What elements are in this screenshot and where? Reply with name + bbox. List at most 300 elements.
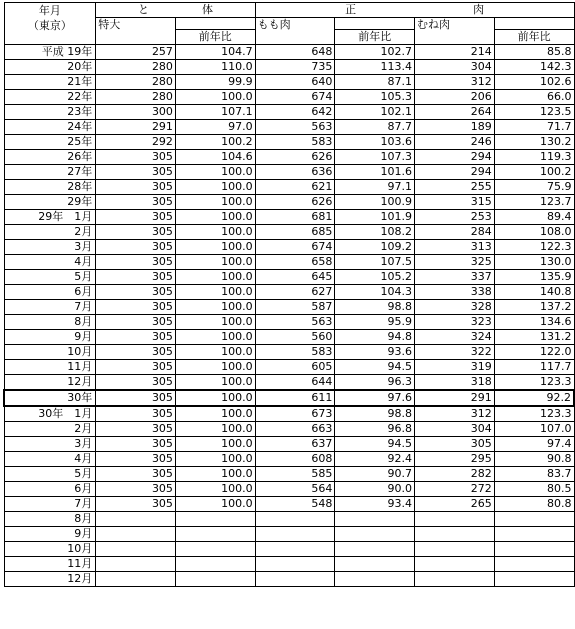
- cell-mune-price: 255: [415, 180, 495, 195]
- cell-momo-ratio: 90.0: [335, 482, 415, 497]
- row-label: 21年: [4, 75, 96, 90]
- row-label: 5月: [4, 467, 96, 482]
- cell-momo-ratio: 103.6: [335, 135, 415, 150]
- cell-momo-ratio: 102.7: [335, 45, 415, 60]
- row-label: 29年: [4, 195, 96, 210]
- cell-tokutai-ratio: 100.0: [175, 225, 255, 240]
- row-label: 10月: [4, 345, 96, 360]
- cell-tokutai-ratio: 100.0: [175, 375, 255, 391]
- cell-mune-ratio: 135.9: [494, 270, 574, 285]
- row-label: 3月: [4, 437, 96, 452]
- cell-tokutai-price: 305: [96, 240, 176, 255]
- cell-tokutai-price: [96, 572, 176, 587]
- cell-tokutai-price: 280: [96, 60, 176, 75]
- table-row: [4, 572, 574, 587]
- group-header-shoniku: [255, 3, 574, 18]
- cell-tokutai-ratio: [175, 572, 255, 587]
- cell-mune-ratio: 140.8: [494, 285, 574, 300]
- cell-mune-price: 312: [415, 406, 495, 422]
- cell-tokutai-price: 305: [96, 422, 176, 437]
- row-label: 30年 1月: [4, 406, 96, 422]
- col-header-mune: むね肉: [415, 18, 495, 45]
- cell-momo-price: 681: [255, 210, 335, 225]
- row-label: 20年: [4, 60, 96, 75]
- table-body: [4, 45, 574, 587]
- table-row: [4, 437, 574, 452]
- cell-momo-price: 648: [255, 45, 335, 60]
- group-header-tokutai-char2: 体: [201, 3, 213, 16]
- cell-tokutai-ratio: 107.1: [175, 105, 255, 120]
- cell-mune-ratio: 123.3: [494, 375, 574, 391]
- cell-momo-ratio: 94.5: [335, 437, 415, 452]
- table-row: [4, 542, 574, 557]
- header-row-groups: [4, 3, 574, 18]
- table-row: [4, 195, 574, 210]
- cell-mune-price: 313: [415, 240, 495, 255]
- cell-momo-price: 585: [255, 467, 335, 482]
- cell-mune-price: 206: [415, 90, 495, 105]
- row-label: 26年: [4, 150, 96, 165]
- cell-tokutai-price: 305: [96, 452, 176, 467]
- row-label: 9月: [4, 527, 96, 542]
- cell-mune-ratio: 123.7: [494, 195, 574, 210]
- cell-mune-price: 265: [415, 497, 495, 512]
- cell-mune-ratio: 97.4: [494, 437, 574, 452]
- row-label: 22年: [4, 90, 96, 105]
- cell-tokutai-price: 305: [96, 150, 176, 165]
- cell-momo-ratio: 93.4: [335, 497, 415, 512]
- cell-mune-ratio: 92.2: [494, 390, 574, 406]
- cell-momo-ratio: 94.8: [335, 330, 415, 345]
- cell-momo-price: 735: [255, 60, 335, 75]
- cell-tokutai-price: [96, 557, 176, 572]
- cell-momo-price: 644: [255, 375, 335, 391]
- cell-momo-price: 611: [255, 390, 335, 406]
- cell-momo-ratio: [335, 512, 415, 527]
- cell-momo-price: [255, 557, 335, 572]
- table-row: [4, 330, 574, 345]
- cell-mune-price: 295: [415, 452, 495, 467]
- group-header-tokutai: [96, 3, 255, 18]
- cell-tokutai-ratio: 100.2: [175, 135, 255, 150]
- cell-mune-ratio: [494, 527, 574, 542]
- cell-tokutai-ratio: 100.0: [175, 195, 255, 210]
- cell-mune-ratio: 100.2: [494, 165, 574, 180]
- cell-mune-ratio: 80.5: [494, 482, 574, 497]
- cell-momo-price: 605: [255, 360, 335, 375]
- cell-mune-price: 253: [415, 210, 495, 225]
- cell-momo-price: 674: [255, 240, 335, 255]
- cell-mune-price: [415, 542, 495, 557]
- cell-momo-price: 663: [255, 422, 335, 437]
- cell-momo-ratio: 101.9: [335, 210, 415, 225]
- cell-mune-price: 214: [415, 45, 495, 60]
- cell-tokutai-price: 305: [96, 360, 176, 375]
- row-label: 12月: [4, 375, 96, 391]
- table-row: [4, 285, 574, 300]
- col-header-mune-ratio-top: [494, 18, 574, 30]
- cell-tokutai-price: 305: [96, 300, 176, 315]
- cell-momo-ratio: 101.6: [335, 165, 415, 180]
- table-row: [4, 45, 574, 60]
- cell-momo-ratio: 95.9: [335, 315, 415, 330]
- cell-momo-ratio: 104.3: [335, 285, 415, 300]
- cell-tokutai-ratio: 100.0: [175, 467, 255, 482]
- table-row: [4, 210, 574, 225]
- cell-momo-price: 626: [255, 195, 335, 210]
- cell-momo-ratio: 108.2: [335, 225, 415, 240]
- cell-tokutai-price: 305: [96, 345, 176, 360]
- cell-tokutai-price: [96, 512, 176, 527]
- cell-momo-price: 636: [255, 165, 335, 180]
- cell-mune-ratio: 142.3: [494, 60, 574, 75]
- row-label: 27年: [4, 165, 96, 180]
- cell-mune-price: 291: [415, 390, 495, 406]
- cell-mune-ratio: 71.7: [494, 120, 574, 135]
- cell-momo-price: [255, 542, 335, 557]
- cell-mune-ratio: 83.7: [494, 467, 574, 482]
- cell-momo-price: 564: [255, 482, 335, 497]
- cell-mune-ratio: 119.3: [494, 150, 574, 165]
- cell-momo-price: 627: [255, 285, 335, 300]
- corner-header: [4, 3, 96, 45]
- cell-mune-price: 282: [415, 467, 495, 482]
- cell-tokutai-price: 291: [96, 120, 176, 135]
- group-header-shoniku-char1: 正: [345, 3, 357, 16]
- table-row: [4, 75, 574, 90]
- cell-momo-price: 685: [255, 225, 335, 240]
- cell-momo-price: [255, 572, 335, 587]
- col-header-tokutai-ratio: 前年比: [175, 30, 255, 45]
- cell-tokutai-ratio: 100.0: [175, 90, 255, 105]
- cell-tokutai-price: 305: [96, 497, 176, 512]
- cell-mune-price: 272: [415, 482, 495, 497]
- cell-mune-price: 284: [415, 225, 495, 240]
- cell-mune-ratio: 102.6: [494, 75, 574, 90]
- col-header-momo-ratio-top: [335, 18, 415, 30]
- cell-mune-ratio: 80.8: [494, 497, 574, 512]
- table-row: [4, 300, 574, 315]
- table-row: [4, 90, 574, 105]
- cell-mune-ratio: [494, 542, 574, 557]
- cell-mune-price: [415, 557, 495, 572]
- row-label: 4月: [4, 452, 96, 467]
- cell-momo-price: 583: [255, 345, 335, 360]
- cell-mune-price: 325: [415, 255, 495, 270]
- table-row: [4, 512, 574, 527]
- cell-mune-price: 305: [415, 437, 495, 452]
- cell-momo-price: 637: [255, 437, 335, 452]
- cell-mune-ratio: 137.2: [494, 300, 574, 315]
- table-row: [4, 497, 574, 512]
- cell-tokutai-price: 305: [96, 180, 176, 195]
- cell-mune-ratio: 122.0: [494, 345, 574, 360]
- table-row: [4, 255, 574, 270]
- cell-mune-ratio: [494, 557, 574, 572]
- table-row: [4, 422, 574, 437]
- row-label: 12月: [4, 572, 96, 587]
- cell-momo-ratio: 97.1: [335, 180, 415, 195]
- cell-tokutai-price: 257: [96, 45, 176, 60]
- row-label: 25年: [4, 135, 96, 150]
- cell-tokutai-ratio: 100.0: [175, 285, 255, 300]
- cell-momo-price: 563: [255, 120, 335, 135]
- price-table-container: [3, 2, 575, 587]
- cell-tokutai-price: 305: [96, 285, 176, 300]
- cell-tokutai-ratio: 100.0: [175, 270, 255, 285]
- cell-tokutai-ratio: 104.6: [175, 150, 255, 165]
- cell-mune-ratio: 90.8: [494, 452, 574, 467]
- cell-tokutai-price: 280: [96, 75, 176, 90]
- cell-mune-ratio: 123.3: [494, 406, 574, 422]
- cell-tokutai-ratio: 100.0: [175, 255, 255, 270]
- row-label: 23年: [4, 105, 96, 120]
- row-label: 2月: [4, 225, 96, 240]
- row-label: 9月: [4, 330, 96, 345]
- group-header-shoniku-char2: 肉: [473, 3, 485, 16]
- cell-mune-price: 324: [415, 330, 495, 345]
- cell-mune-price: 246: [415, 135, 495, 150]
- cell-mune-ratio: 130.2: [494, 135, 574, 150]
- row-label: 7月: [4, 497, 96, 512]
- col-header-mune-ratio: 前年比: [494, 30, 574, 45]
- cell-mune-ratio: 107.0: [494, 422, 574, 437]
- cell-mune-price: 319: [415, 360, 495, 375]
- cell-tokutai-price: 305: [96, 467, 176, 482]
- cell-momo-price: 548: [255, 497, 335, 512]
- cell-momo-ratio: [335, 527, 415, 542]
- cell-tokutai-ratio: 100.0: [175, 390, 255, 406]
- col-header-tokutai: 特大: [96, 18, 176, 45]
- cell-momo-ratio: 87.1: [335, 75, 415, 90]
- cell-momo-ratio: 107.5: [335, 255, 415, 270]
- cell-tokutai-ratio: 100.0: [175, 165, 255, 180]
- row-label: 8月: [4, 315, 96, 330]
- table-row: [4, 390, 574, 406]
- table-row: [4, 150, 574, 165]
- cell-momo-price: 626: [255, 150, 335, 165]
- cell-tokutai-ratio: 110.0: [175, 60, 255, 75]
- cell-tokutai-price: 292: [96, 135, 176, 150]
- cell-momo-price: 642: [255, 105, 335, 120]
- table-row: [4, 105, 574, 120]
- col-header-momo: もも肉: [255, 18, 335, 45]
- cell-tokutai-ratio: 100.0: [175, 330, 255, 345]
- cell-tokutai-ratio: 100.0: [175, 406, 255, 422]
- table-row: [4, 482, 574, 497]
- cell-tokutai-price: 305: [96, 390, 176, 406]
- cell-tokutai-ratio: 100.0: [175, 437, 255, 452]
- cell-momo-price: 673: [255, 406, 335, 422]
- cell-mune-ratio: 134.6: [494, 315, 574, 330]
- table-row: [4, 375, 574, 391]
- row-label: 4月: [4, 255, 96, 270]
- cell-momo-ratio: 105.2: [335, 270, 415, 285]
- cell-momo-price: 587: [255, 300, 335, 315]
- cell-tokutai-ratio: 100.0: [175, 315, 255, 330]
- cell-tokutai-price: [96, 542, 176, 557]
- row-label: 7月: [4, 300, 96, 315]
- cell-mune-price: 322: [415, 345, 495, 360]
- cell-tokutai-ratio: 100.0: [175, 422, 255, 437]
- cell-tokutai-price: [96, 527, 176, 542]
- cell-mune-ratio: 85.8: [494, 45, 574, 60]
- cell-momo-price: 658: [255, 255, 335, 270]
- table-row: [4, 240, 574, 255]
- row-label: 11月: [4, 557, 96, 572]
- cell-momo-price: 563: [255, 315, 335, 330]
- row-label: 5月: [4, 270, 96, 285]
- cell-tokutai-price: 300: [96, 105, 176, 120]
- cell-tokutai-price: 305: [96, 375, 176, 391]
- cell-momo-ratio: 87.7: [335, 120, 415, 135]
- cell-momo-ratio: 92.4: [335, 452, 415, 467]
- cell-tokutai-price: 305: [96, 210, 176, 225]
- cell-mune-price: 294: [415, 150, 495, 165]
- cell-momo-ratio: [335, 557, 415, 572]
- cell-tokutai-price: 305: [96, 315, 176, 330]
- table-row: [4, 135, 574, 150]
- cell-momo-ratio: 98.8: [335, 406, 415, 422]
- cell-tokutai-price: 280: [96, 90, 176, 105]
- cell-momo-price: 674: [255, 90, 335, 105]
- cell-momo-ratio: 94.5: [335, 360, 415, 375]
- cell-momo-ratio: 96.3: [335, 375, 415, 391]
- row-label: 6月: [4, 285, 96, 300]
- cell-tokutai-ratio: 100.0: [175, 497, 255, 512]
- cell-tokutai-ratio: [175, 542, 255, 557]
- cell-tokutai-price: 305: [96, 406, 176, 422]
- cell-momo-price: [255, 512, 335, 527]
- cell-tokutai-ratio: 100.0: [175, 240, 255, 255]
- cell-tokutai-ratio: 100.0: [175, 300, 255, 315]
- table-row: [4, 270, 574, 285]
- cell-momo-ratio: 107.3: [335, 150, 415, 165]
- cell-tokutai-price: 305: [96, 270, 176, 285]
- table-row: [4, 315, 574, 330]
- cell-tokutai-ratio: [175, 527, 255, 542]
- row-label: 6月: [4, 482, 96, 497]
- cell-momo-price: 608: [255, 452, 335, 467]
- table-row: [4, 557, 574, 572]
- cell-tokutai-ratio: 104.7: [175, 45, 255, 60]
- table-row: [4, 225, 574, 240]
- corner-label-region: （東京）: [27, 19, 72, 32]
- cell-momo-ratio: 100.9: [335, 195, 415, 210]
- cell-mune-price: 337: [415, 270, 495, 285]
- cell-mune-ratio: 122.3: [494, 240, 574, 255]
- cell-tokutai-price: 305: [96, 255, 176, 270]
- cell-momo-ratio: 97.6: [335, 390, 415, 406]
- cell-momo-ratio: 109.2: [335, 240, 415, 255]
- cell-tokutai-price: 305: [96, 482, 176, 497]
- cell-momo-price: 583: [255, 135, 335, 150]
- cell-mune-price: 323: [415, 315, 495, 330]
- col-header-tokutai-ratio-top: [175, 18, 255, 30]
- cell-momo-price: 645: [255, 270, 335, 285]
- row-label: 10月: [4, 542, 96, 557]
- row-label: 24年: [4, 120, 96, 135]
- row-label: 平成 19年: [4, 45, 96, 60]
- cell-momo-ratio: 93.6: [335, 345, 415, 360]
- cell-tokutai-ratio: [175, 512, 255, 527]
- cell-tokutai-price: 305: [96, 330, 176, 345]
- cell-momo-ratio: [335, 542, 415, 557]
- table-row: [4, 527, 574, 542]
- table-row: [4, 60, 574, 75]
- cell-mune-price: 189: [415, 120, 495, 135]
- cell-mune-price: [415, 527, 495, 542]
- cell-mune-ratio: 117.7: [494, 360, 574, 375]
- table-row: [4, 345, 574, 360]
- cell-tokutai-ratio: 100.0: [175, 210, 255, 225]
- cell-tokutai-price: 305: [96, 165, 176, 180]
- table-row: [4, 467, 574, 482]
- cell-mune-price: [415, 572, 495, 587]
- cell-momo-price: 640: [255, 75, 335, 90]
- cell-momo-ratio: 105.3: [335, 90, 415, 105]
- cell-tokutai-ratio: 100.0: [175, 452, 255, 467]
- cell-momo-ratio: [335, 572, 415, 587]
- cell-mune-price: 315: [415, 195, 495, 210]
- cell-tokutai-ratio: 100.0: [175, 360, 255, 375]
- cell-tokutai-ratio: 97.0: [175, 120, 255, 135]
- row-label: 11月: [4, 360, 96, 375]
- cell-mune-price: 304: [415, 422, 495, 437]
- cell-tokutai-price: 305: [96, 225, 176, 240]
- row-label: 8月: [4, 512, 96, 527]
- row-label: 28年: [4, 180, 96, 195]
- cell-momo-ratio: 102.1: [335, 105, 415, 120]
- cell-mune-price: 328: [415, 300, 495, 315]
- price-table: [3, 2, 575, 587]
- table-row: [4, 165, 574, 180]
- table-row: [4, 406, 574, 422]
- row-label: 2月: [4, 422, 96, 437]
- table-row: [4, 180, 574, 195]
- cell-tokutai-price: 305: [96, 437, 176, 452]
- cell-momo-price: 621: [255, 180, 335, 195]
- cell-momo-ratio: 90.7: [335, 467, 415, 482]
- cell-mune-ratio: 108.0: [494, 225, 574, 240]
- cell-tokutai-ratio: 100.0: [175, 180, 255, 195]
- cell-mune-ratio: 66.0: [494, 90, 574, 105]
- cell-mune-price: 304: [415, 60, 495, 75]
- table-row: [4, 452, 574, 467]
- cell-tokutai-price: 305: [96, 195, 176, 210]
- cell-mune-ratio: 131.2: [494, 330, 574, 345]
- cell-mune-price: 294: [415, 165, 495, 180]
- cell-mune-price: 318: [415, 375, 495, 391]
- cell-tokutai-ratio: 100.0: [175, 345, 255, 360]
- cell-mune-ratio: 75.9: [494, 180, 574, 195]
- cell-momo-ratio: 96.8: [335, 422, 415, 437]
- table-row: [4, 120, 574, 135]
- cell-mune-ratio: [494, 512, 574, 527]
- cell-mune-ratio: 123.5: [494, 105, 574, 120]
- cell-momo-ratio: 98.8: [335, 300, 415, 315]
- cell-tokutai-ratio: 99.9: [175, 75, 255, 90]
- corner-label-year-month: 年月: [38, 4, 61, 17]
- col-header-momo-ratio: 前年比: [335, 30, 415, 45]
- cell-mune-ratio: 89.4: [494, 210, 574, 225]
- group-header-tokutai-char1: と: [137, 3, 149, 16]
- cell-momo-price: 560: [255, 330, 335, 345]
- cell-momo-ratio: 113.4: [335, 60, 415, 75]
- row-label: 3月: [4, 240, 96, 255]
- row-label: 30年: [4, 390, 96, 406]
- cell-momo-price: [255, 527, 335, 542]
